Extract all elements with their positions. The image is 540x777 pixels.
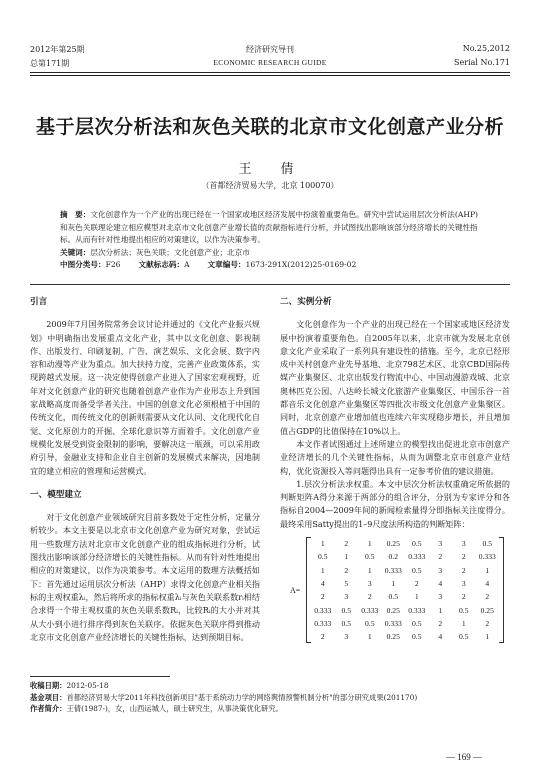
matrix-cell: 0.333 xyxy=(408,552,426,562)
matrix-cell: 0.5 xyxy=(459,632,469,642)
matrix-cell: 2 xyxy=(461,552,466,562)
abstract-label: 摘 要： xyxy=(60,210,91,219)
abstract-block xyxy=(60,209,482,272)
footnote-rule xyxy=(30,676,170,677)
matrix-right-bracket xyxy=(499,537,504,643)
matrix-cell: 1 xyxy=(344,552,349,562)
author-name: 王 倩 xyxy=(238,162,302,177)
matrix-cell: 0.333 xyxy=(384,565,402,575)
keywords-text: 层次分析法；灰色关联；文化创意产业；北京市 xyxy=(90,247,250,257)
fund-label: 基金项目： xyxy=(30,692,67,702)
matrix-cell: 0.333 xyxy=(361,605,379,615)
section-heading-intro: 引言 xyxy=(30,297,48,307)
matrix-cell: 0.333 xyxy=(314,605,332,615)
header-rule xyxy=(30,72,510,73)
received-label: 收稿日期： xyxy=(30,681,67,690)
matrix-cell: 0.5 xyxy=(482,539,492,549)
abstract-text: 文化创意作为一个产业的出现已经在一个国家或地区经济发展中扮演着重要角色。研究中尝试运用层次分析法(AHP)和灰色关联理论建立相应模型对北京市文化创意产业增长值的贡献指标进行分析，并试图找出影响该部分经济增长的关键性指标。从而有针对性地提出相应的对策建议，以作为决策参考。 xyxy=(60,210,479,244)
matrix-cell: 0.333 xyxy=(408,605,426,615)
matrix-cell: 4 xyxy=(320,578,325,588)
abstract-rule xyxy=(30,284,510,285)
example-paragraph-3: 1.层次分析法求权重。本文中层次分析法权重确定所依据的判断矩阵A得分来源于两部分的组合评分，分别为专家评分和各指标自2004—2009年间的新闻检索量得分即指标关注度得分。最终采用Satty提出的1–9尺度法所构造的判断矩阵： xyxy=(280,478,510,529)
doc-code xyxy=(139,259,190,272)
matrix-cell: 0.333 xyxy=(478,552,496,562)
matrix-cell: 2 xyxy=(414,578,419,588)
section-heading-model: 一、模型建立 xyxy=(30,489,82,500)
model-paragraph: 对于文化创意产业领域研究目前多数处于定性分析，定量分析较少。本文主要是以北京市文化创意产业为研究对象，尝试运用一些数理方法对北京市文化创意产业的组成指标进行分析，试图找出影响该部分经济增长的关键性指标。从而有针对性地提出相应的对策建议，以作为决策参考。本文运用的数理方法概括如下：首先通过运用层次分析法（AHP）求得文化创意产业相关指标的主观权重λᵢ，然后将所求的指标权重λᵢ与灰色关联系数rᵢ相结合求得一个带主观权重的灰色关联系数Rᵢ，比较Rᵢ的大小并对其从大小到小进行排序得到灰色关联序。依据灰色关联序得到推动北京市文化创意产业经济增长的关键性指标，达到预期目标。 xyxy=(30,512,260,642)
article-number xyxy=(208,259,357,272)
matrix-cell: 0.25 xyxy=(386,632,400,642)
matrix-cell: 0.5 xyxy=(341,605,351,615)
matrix-cell: 3 xyxy=(461,539,466,549)
matrix-cell: 1 xyxy=(391,578,396,588)
example-paragraph-1: 文化创意作为一个产业的出现已经在一个国家或地区经济发展中扮演着重要角色。自2005年以来，北京市就为发展北京创意文化产业采取了一系列具有建设性的措施。至今，北京已经形成中关村创意产业先导基地、北京798艺术区、北京CBD国际传媒产业集聚区、北京出版发行物流中心、中国动漫游戏城、北京奥林匹克公园、八达岭长城文化旅游产业集聚区、中国乐谷一首都音乐文化创意产业集聚区等四批次市级文化创意产业集聚区。同时，北京创意产业增加值也连续六年实现稳步增长，并且增加值占GDP的比值保持在10%以上。 xyxy=(280,319,510,436)
fund-project xyxy=(30,692,510,704)
matrix-cell: 2 xyxy=(461,565,466,575)
matrix-cell: 4 xyxy=(438,578,443,588)
running-header xyxy=(30,40,510,76)
matrix-cell: 0.333 xyxy=(384,618,402,628)
matrix-cell: 0.5 xyxy=(341,618,351,628)
matrix-cell: 3 xyxy=(367,578,372,588)
matrix-row xyxy=(311,577,499,590)
matrix-cell: 4 xyxy=(438,632,443,642)
matrix-cell: 2 xyxy=(438,618,443,628)
matrix-cell: 3 xyxy=(461,578,466,588)
matrix-cell: 1 xyxy=(320,565,325,575)
fund-value: 首都经济贸易大学2011年科技创新项目"基于系统动力学的网络舆情预警机制分析"的部分研究成果(201170) xyxy=(66,692,418,702)
matrix-row xyxy=(311,564,499,577)
keywords xyxy=(60,247,482,260)
article-number-label: 文章编号： xyxy=(207,260,246,269)
keywords-label: 关键词： xyxy=(60,247,91,257)
matrix-cell: 1 xyxy=(367,565,372,575)
issue-number: 2012年第25期 xyxy=(30,45,85,54)
matrix-row xyxy=(311,550,499,563)
matrix-cell: 2 xyxy=(438,552,443,562)
matrix-cell: 1 xyxy=(367,632,372,642)
matrix-cell: 2 xyxy=(461,592,466,602)
paper-title: 基于层次分析法和灰色关联的北京市文化创意产业分析 xyxy=(35,116,504,138)
matrix-cell: 3 xyxy=(344,592,349,602)
matrix-cell: 3 xyxy=(438,592,443,602)
clc-value: F26 xyxy=(105,260,121,269)
matrix-row xyxy=(311,630,499,643)
matrix-row xyxy=(311,617,499,630)
footnote-block xyxy=(30,680,510,715)
classification-row xyxy=(60,259,482,272)
matrix-cell: 1 xyxy=(367,539,372,549)
doc-code-value: A xyxy=(184,260,190,269)
matrix-cell: 0.5 xyxy=(412,618,422,628)
matrix-cell: 1 xyxy=(438,605,443,615)
bio-value: 王倩(1987-)，女，山西运城人，硕士研究生，从事决策优化研究。 xyxy=(66,704,283,713)
matrix-cell: 0.5 xyxy=(412,632,422,642)
judgment-matrix xyxy=(290,537,510,643)
matrix-label: A= xyxy=(290,585,301,595)
header-rule-thin xyxy=(30,75,510,76)
matrix-cell: 1 xyxy=(485,632,490,642)
received-date xyxy=(30,680,510,692)
serial-number-cn: 总第171期 xyxy=(30,59,70,68)
matrix-cell: 0.5 xyxy=(318,552,328,562)
page-number: — 169 — xyxy=(446,752,482,762)
author-bio xyxy=(30,703,510,715)
matrix-cell: 0.25 xyxy=(386,539,400,549)
matrix-cell: 3 xyxy=(438,565,443,575)
journal-name-cn: 经济研究导刊 xyxy=(246,45,294,54)
abstract xyxy=(60,209,482,247)
matrix-table xyxy=(311,537,499,643)
received-value: 2012-05-18 xyxy=(66,681,109,690)
matrix-cell: 2 xyxy=(367,592,372,602)
serial-number-en: Serial No.171 xyxy=(454,58,510,67)
matrix-cell: 0.25 xyxy=(386,605,400,615)
matrix-cell: 2 xyxy=(485,592,490,602)
journal-name-en: ECONOMIC RESEARCH GUIDE xyxy=(213,58,327,67)
matrix-cell: 0.5 xyxy=(365,618,375,628)
matrix-cell: 2 xyxy=(320,632,325,642)
matrix-cell: 1 xyxy=(320,539,325,549)
matrix-cell: 0.5 xyxy=(459,605,469,615)
matrix-cell: 0.5 xyxy=(365,552,375,562)
matrix-cell: 0.5 xyxy=(388,592,398,602)
example-paragraph-2: 本文作者试图通过上述所建立的模型找出促进北京市创意产业经济增长的几个关键性指标，从而为调整北京市创意产业结构，优化资源投入等问题得出具有一定参考价值的建议措施。 xyxy=(280,438,510,476)
matrix-cell: 3 xyxy=(344,632,349,642)
matrix-cell: 0.5 xyxy=(412,565,422,575)
matrix-cell: 0.333 xyxy=(314,618,332,628)
bio-label: 作者简介： xyxy=(30,704,67,713)
matrix-row xyxy=(311,537,499,550)
clc xyxy=(60,259,121,272)
matrix-row xyxy=(311,604,499,617)
clc-label: 中图分类号： xyxy=(60,260,106,269)
section-heading-example: 二、实例分析 xyxy=(280,297,332,307)
matrix-cell: 1 xyxy=(461,618,466,628)
issue-number-en: No.25,2012 xyxy=(462,44,510,53)
matrix-cell: 5 xyxy=(344,578,349,588)
intro-paragraph: 2009年7月国务院常务会议讨论并通过的《文化产业振兴规划》中明确指出发展重点文化产业，其中以文化创意、影视制作、出版发行、印刷复制、广告、演艺娱乐、文化会展、数字内容和动漫等产业为重点。加大扶持力度，完善产业政策体系，实现跨越式发展。这一决定使得创意产业进入了国家宏观视野，近年对文化创意产业的研究也随着创意产业作为产业形态上升到国家战略高度而备受学者关注。中国的创意文化必须根植于中国的传统文化，而传统文化的创新则需要从文化认同、文化现代化自觉、文化原创力的开掘、全球化意识等方面着手。文化创意产业规模化发展受到资金限制的影响，要解决这一瓶颈，可以采用政府引导，金融业支持和企业自主创新的发展模式来解决，因地制宜的建立相应的管理和运营模式。 xyxy=(30,319,260,476)
matrix-cell: 0.5 xyxy=(412,539,422,549)
article-number-value: 1673-291X(2012)25-0169-02 xyxy=(245,260,357,269)
doc-code-label: 文献标志码： xyxy=(138,260,185,269)
matrix-cell: 1 xyxy=(485,565,490,575)
matrix-cell: 1 xyxy=(414,592,419,602)
right-column xyxy=(280,296,510,643)
matrix-cell: 2 xyxy=(344,565,349,575)
matrix-cell: 2 xyxy=(320,592,325,602)
matrix-cell: 2 xyxy=(485,618,490,628)
matrix-cell: 0.2 xyxy=(388,552,398,562)
matrix-cell: 2 xyxy=(344,539,349,549)
matrix-cell: 0.25 xyxy=(480,605,494,615)
matrix-row xyxy=(311,590,499,603)
matrix-cell: 4 xyxy=(485,578,490,588)
author-affiliation: （首都经济贸易大学，北京 100070） xyxy=(201,181,339,190)
matrix-cell: 3 xyxy=(438,539,443,549)
left-column xyxy=(30,296,260,644)
